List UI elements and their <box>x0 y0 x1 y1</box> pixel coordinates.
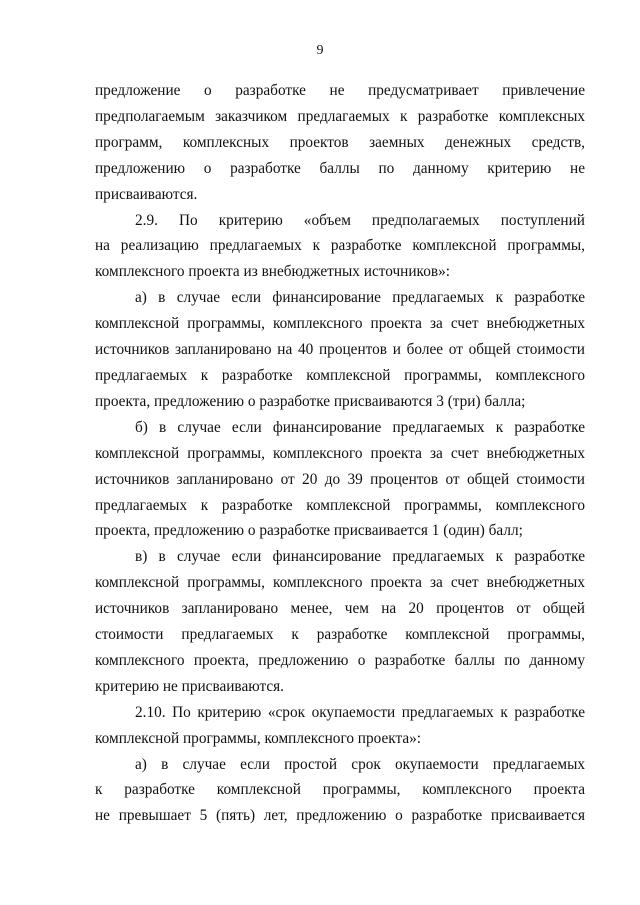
text-line: не превышает 5 (пять) лет, предложению о разработке присваивается <box>95 807 585 825</box>
text-line: критерию не присваиваются. <box>95 677 284 695</box>
text-line: предложение о разработке не предусматривает привлечение <box>95 82 585 99</box>
document-body <box>95 78 585 829</box>
text-line: 2.10. По критерию «срок окупаемости предлагаемых к разработке <box>135 703 585 721</box>
text-line: источников запланировано на 40 процентов и более от общей стоимости <box>95 341 585 359</box>
text-line: программ, комплексных проектов заемных денежных средств, <box>95 133 585 151</box>
page-number: 9 <box>316 43 324 58</box>
text-line: к разработке комплексной программы, комплексного проекта <box>95 781 585 799</box>
text-line: в) в случае если финансирование предлагаемых к разработке <box>135 548 585 566</box>
text-line: проекта, предложению о разработке присваиваются 3 (три) балла; <box>95 392 526 410</box>
text-line: проекта, предложению о разработке присваивается 1 (один) балл; <box>95 522 523 540</box>
text-line: источников запланировано от 20 до 39 процентов от общей стоимости <box>95 470 585 488</box>
text-line: предлагаемых к разработке комплексной программы, комплексного <box>95 366 585 384</box>
text-line: а) в случае если финансирование предлагаемых к разработке <box>135 289 585 307</box>
text-line: на реализацию предлагаемых к разработке комплексной программы, <box>95 237 585 255</box>
text-line: б) в случае если финансирование предлагаемых к разработке <box>135 418 585 436</box>
text-line: комплексной программы, комплексного проекта за счет внебюджетных <box>95 574 585 592</box>
text-line: комплексной программы, комплексного проекта за счет внебюджетных <box>95 315 585 333</box>
text-line: предполагаемым заказчиком предлагаемых к разработке комплексных <box>95 107 585 125</box>
text-line: предлагаемых к разработке комплексной программы, комплексного <box>95 496 585 514</box>
text-line: 2.9. По критерию «объем предполагаемых поступлений <box>135 211 585 229</box>
text-line: источников запланировано менее, чем на 20 процентов от общей <box>95 600 585 618</box>
text-line: предложению о разработке баллы по данному критерию не присваиваются. <box>95 159 585 203</box>
text-line: комплексной программы, комплексного проекта за счет внебюджетных <box>95 444 585 462</box>
text-line: стоимости предлагаемых к разработке комплексной программы, <box>95 626 585 644</box>
text-line: комплексного проекта из внебюджетных источников»: <box>95 263 450 281</box>
text-line: комплексной программы, комплексного проекта»: <box>95 729 422 747</box>
text-line: комплексного проекта, предложению о разработке баллы по данному <box>95 651 585 669</box>
text-line: а) в случае если простой срок окупаемости предлагаемых <box>135 755 585 773</box>
